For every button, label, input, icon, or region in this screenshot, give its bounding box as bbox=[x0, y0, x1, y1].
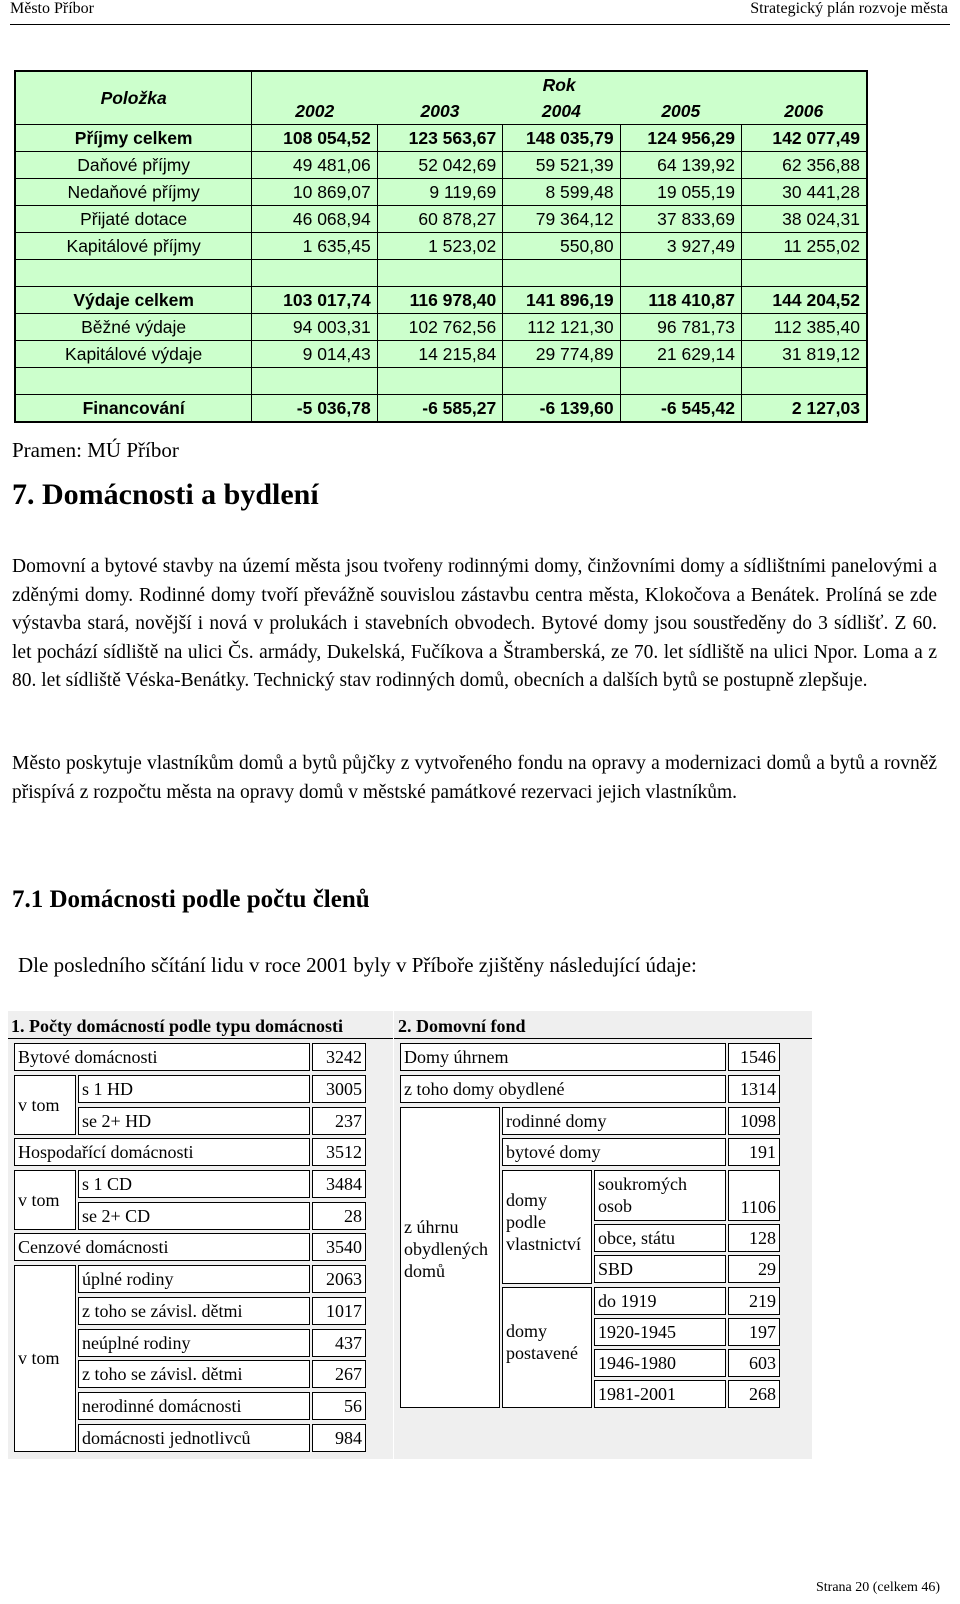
table-row bbox=[15, 314, 867, 341]
row-label: Nedaňové příjmy bbox=[15, 179, 252, 206]
housing-label: rodinné domy bbox=[502, 1107, 726, 1135]
year-cell: 2003 bbox=[377, 98, 502, 125]
item-header: Položka bbox=[15, 71, 252, 125]
table-spacer-row bbox=[15, 368, 867, 395]
value-cell: 94 003,31 bbox=[252, 314, 377, 341]
row-label: Kapitálové příjmy bbox=[15, 233, 252, 260]
housing-label: z toho domy obydlené bbox=[400, 1075, 726, 1103]
value-cell bbox=[620, 260, 741, 287]
household-value: 3484 bbox=[312, 1170, 366, 1198]
table-row bbox=[15, 152, 867, 179]
value-cell: 102 762,56 bbox=[377, 314, 502, 341]
year-cell: 2006 bbox=[742, 98, 868, 125]
housing-value: 29 bbox=[728, 1255, 780, 1283]
housing-value: 268 bbox=[728, 1380, 780, 1408]
row-label: Přijaté dotace bbox=[15, 206, 252, 233]
subsection-heading: 7.1 Domácnosti podle počtu členů bbox=[12, 886, 370, 913]
value-cell: 142 077,49 bbox=[742, 125, 868, 152]
value-cell: 59 521,39 bbox=[503, 152, 620, 179]
value-cell: 1 635,45 bbox=[252, 233, 377, 260]
housing-value: 197 bbox=[728, 1318, 780, 1346]
value-cell: 38 024,31 bbox=[742, 206, 868, 233]
household-value: 3540 bbox=[312, 1233, 366, 1261]
value-cell: 118 410,87 bbox=[620, 287, 741, 314]
housing-value: 219 bbox=[728, 1287, 780, 1315]
household-value: 237 bbox=[312, 1107, 366, 1135]
household-value: 1017 bbox=[312, 1297, 366, 1325]
value-cell: -6 585,27 bbox=[377, 395, 502, 423]
year-cell: 2002 bbox=[252, 98, 377, 125]
value-cell: 112 121,30 bbox=[503, 314, 620, 341]
housing-value: 191 bbox=[728, 1138, 780, 1166]
household-label: z toho se závisl. dětmi bbox=[78, 1360, 310, 1388]
row-label bbox=[15, 260, 252, 287]
value-cell: 37 833,69 bbox=[620, 206, 741, 233]
housing-value: 1098 bbox=[728, 1107, 780, 1135]
housing-subgroup-label: domy postavené bbox=[502, 1287, 592, 1408]
household-value: 28 bbox=[312, 1202, 366, 1230]
value-cell: 8 599,48 bbox=[503, 179, 620, 206]
household-label: se 2+ CD bbox=[78, 1202, 310, 1230]
table-row bbox=[15, 395, 867, 423]
header-town: Město Příbor bbox=[10, 0, 94, 17]
value-cell: 11 255,02 bbox=[742, 233, 868, 260]
housing-label: obce, státu bbox=[594, 1224, 726, 1252]
value-cell: 2 127,03 bbox=[742, 395, 868, 423]
housing-value: 603 bbox=[728, 1349, 780, 1377]
value-cell: 19 055,19 bbox=[620, 179, 741, 206]
value-cell: -6 139,60 bbox=[503, 395, 620, 423]
household-label: z toho se závisl. dětmi bbox=[78, 1297, 310, 1325]
household-label: Cenzové domácnosti bbox=[14, 1233, 310, 1261]
value-cell: 141 896,19 bbox=[503, 287, 620, 314]
housing-stock-panel bbox=[394, 1011, 812, 1459]
household-label: úplné rodiny bbox=[78, 1265, 310, 1293]
value-cell: 52 042,69 bbox=[377, 152, 502, 179]
housing-subgroup-label: domy podle vlastnictví bbox=[502, 1170, 592, 1284]
value-cell: 31 819,12 bbox=[742, 341, 868, 368]
v-tom-label: v tom bbox=[14, 1075, 76, 1135]
v-tom-label: v tom bbox=[14, 1265, 76, 1452]
value-cell bbox=[742, 368, 868, 395]
housing-label: bytové domy bbox=[502, 1138, 726, 1166]
row-label: Běžné výdaje bbox=[15, 314, 252, 341]
row-label: Příjmy celkem bbox=[15, 125, 252, 152]
row-label: Výdaje celkem bbox=[15, 287, 252, 314]
section-heading: 7. Domácnosti a bydlení bbox=[12, 478, 319, 511]
table-row bbox=[15, 233, 867, 260]
household-value: 3005 bbox=[312, 1075, 366, 1103]
housing-group-label: z úhrnu obydlených domů bbox=[400, 1107, 500, 1408]
household-label: nerodinné domácnosti bbox=[78, 1392, 310, 1420]
header-doc-title: Strategický plán rozvoje města bbox=[750, 0, 948, 17]
housing-value: 1546 bbox=[728, 1043, 780, 1071]
value-cell: 79 364,12 bbox=[503, 206, 620, 233]
housing-value: 1106 bbox=[728, 1170, 780, 1221]
panel-title: 2. Domovní fond bbox=[398, 1016, 526, 1036]
value-cell: 62 356,88 bbox=[742, 152, 868, 179]
header-divider bbox=[10, 24, 950, 25]
household-label: Bytové domácnosti bbox=[14, 1043, 310, 1071]
housing-label: 1946-1980 bbox=[594, 1349, 726, 1377]
paragraph: Město poskytuje vlastníkům domů a bytů půjčky z vytvořeného fondu na opravy a modernizaci domů a bytů a rovněž přispívá z rozpočtu města na opravy domů v městské památkové rezervaci jejich vlastníkům. bbox=[12, 753, 937, 803]
value-cell: 30 441,28 bbox=[742, 179, 868, 206]
value-cell bbox=[503, 260, 620, 287]
value-cell bbox=[742, 260, 868, 287]
value-cell: 46 068,94 bbox=[252, 206, 377, 233]
value-cell: 148 035,79 bbox=[503, 125, 620, 152]
table-row bbox=[15, 125, 867, 152]
table-spacer-row bbox=[15, 260, 867, 287]
value-cell bbox=[377, 368, 502, 395]
household-label: s 1 HD bbox=[78, 1075, 310, 1103]
value-cell: 124 956,29 bbox=[620, 125, 741, 152]
table-source: Pramen: MÚ Příbor bbox=[12, 438, 179, 462]
household-value: 3242 bbox=[312, 1043, 366, 1071]
table-row bbox=[15, 206, 867, 233]
value-cell bbox=[620, 368, 741, 395]
housing-label: Domy úhrnem bbox=[400, 1043, 726, 1071]
paragraph: Domovní a bytové stavby na území města jsou tvořeny rodinnými domy, činžovními domy a sídlištními panelovými a zděnými domy. Rodinné domy tvoří převážně souvislou zástavbu centra města, Klokočova a Benátek. Prolíná se zde výstavba stará, novější i nová v prolukách i stavebních obvodech. Bytové domy jsou soustředěny do 3 sídlišť. Z 60. let pochází sídliště na ulici Čs. armády, Dukelská, Fučíkova a Štramberská, ze 70. let sídliště na ulici Npor. Loma a z 80. let sídliště Véska-Benátky. Technický stav rodinných domů, obecních a dalších bytů se postupně zlepšuje. bbox=[12, 556, 937, 692]
value-cell bbox=[252, 260, 377, 287]
housing-value: 128 bbox=[728, 1224, 780, 1252]
household-label: s 1 CD bbox=[78, 1170, 310, 1198]
value-cell: -5 036,78 bbox=[252, 395, 377, 423]
value-cell: 29 774,89 bbox=[503, 341, 620, 368]
value-cell: 3 927,49 bbox=[620, 233, 741, 260]
row-label: Daňové příjmy bbox=[15, 152, 252, 179]
housing-label: 1981-2001 bbox=[594, 1380, 726, 1408]
year-cell: 2004 bbox=[503, 98, 620, 125]
value-cell: 550,80 bbox=[503, 233, 620, 260]
value-cell: 60 878,27 bbox=[377, 206, 502, 233]
intro-text: Dle posledního sčítání lidu v roce 2001 byly v Příboře zjištěny následující údaje: bbox=[18, 953, 697, 977]
page-number: Strana 20 (celkem 46) bbox=[815, 1580, 940, 1595]
value-cell: 116 978,40 bbox=[377, 287, 502, 314]
value-cell bbox=[377, 260, 502, 287]
household-value: 437 bbox=[312, 1329, 366, 1357]
value-cell: 108 054,52 bbox=[252, 125, 377, 152]
row-label: Financování bbox=[15, 395, 252, 423]
table-row bbox=[15, 179, 867, 206]
households-panel bbox=[8, 1011, 393, 1459]
row-label: Kapitálové výdaje bbox=[15, 341, 252, 368]
household-label: Hospodařící domácnosti bbox=[14, 1138, 310, 1166]
value-cell: 144 204,52 bbox=[742, 287, 868, 314]
value-cell: 21 629,14 bbox=[620, 341, 741, 368]
value-cell: 103 017,74 bbox=[252, 287, 377, 314]
finance-table bbox=[14, 70, 868, 423]
row-label bbox=[15, 368, 252, 395]
household-value: 3512 bbox=[312, 1138, 366, 1166]
housing-label: soukromých osob bbox=[594, 1170, 726, 1221]
household-label: neúplné rodiny bbox=[78, 1329, 310, 1357]
value-cell: 14 215,84 bbox=[377, 341, 502, 368]
housing-label: 1920-1945 bbox=[594, 1318, 726, 1346]
household-label: se 2+ HD bbox=[78, 1107, 310, 1135]
value-cell: 64 139,92 bbox=[620, 152, 741, 179]
table-row bbox=[15, 287, 867, 314]
value-cell: 9 119,69 bbox=[377, 179, 502, 206]
household-value: 2063 bbox=[312, 1265, 366, 1293]
value-cell: 123 563,67 bbox=[377, 125, 502, 152]
year-cell: 2005 bbox=[620, 98, 741, 125]
household-label: domácnosti jednotlivců bbox=[78, 1424, 310, 1452]
housing-label: SBD bbox=[594, 1255, 726, 1283]
value-cell: 10 869,07 bbox=[252, 179, 377, 206]
household-value: 56 bbox=[312, 1392, 366, 1420]
v-tom-label: v tom bbox=[14, 1170, 76, 1230]
household-value: 984 bbox=[312, 1424, 366, 1452]
value-cell: 9 014,43 bbox=[252, 341, 377, 368]
household-value: 267 bbox=[312, 1360, 366, 1388]
value-cell: 49 481,06 bbox=[252, 152, 377, 179]
year-header: Rok bbox=[252, 71, 867, 98]
panel-title: 1. Počty domácností podle typu domácnosti bbox=[11, 1016, 344, 1036]
table-row bbox=[15, 341, 867, 368]
value-cell: 112 385,40 bbox=[742, 314, 868, 341]
housing-label: do 1919 bbox=[594, 1287, 726, 1315]
value-cell: 96 781,73 bbox=[620, 314, 741, 341]
value-cell: -6 545,42 bbox=[620, 395, 741, 423]
housing-value: 1314 bbox=[728, 1075, 780, 1103]
value-cell bbox=[503, 368, 620, 395]
value-cell bbox=[252, 368, 377, 395]
value-cell: 1 523,02 bbox=[377, 233, 502, 260]
